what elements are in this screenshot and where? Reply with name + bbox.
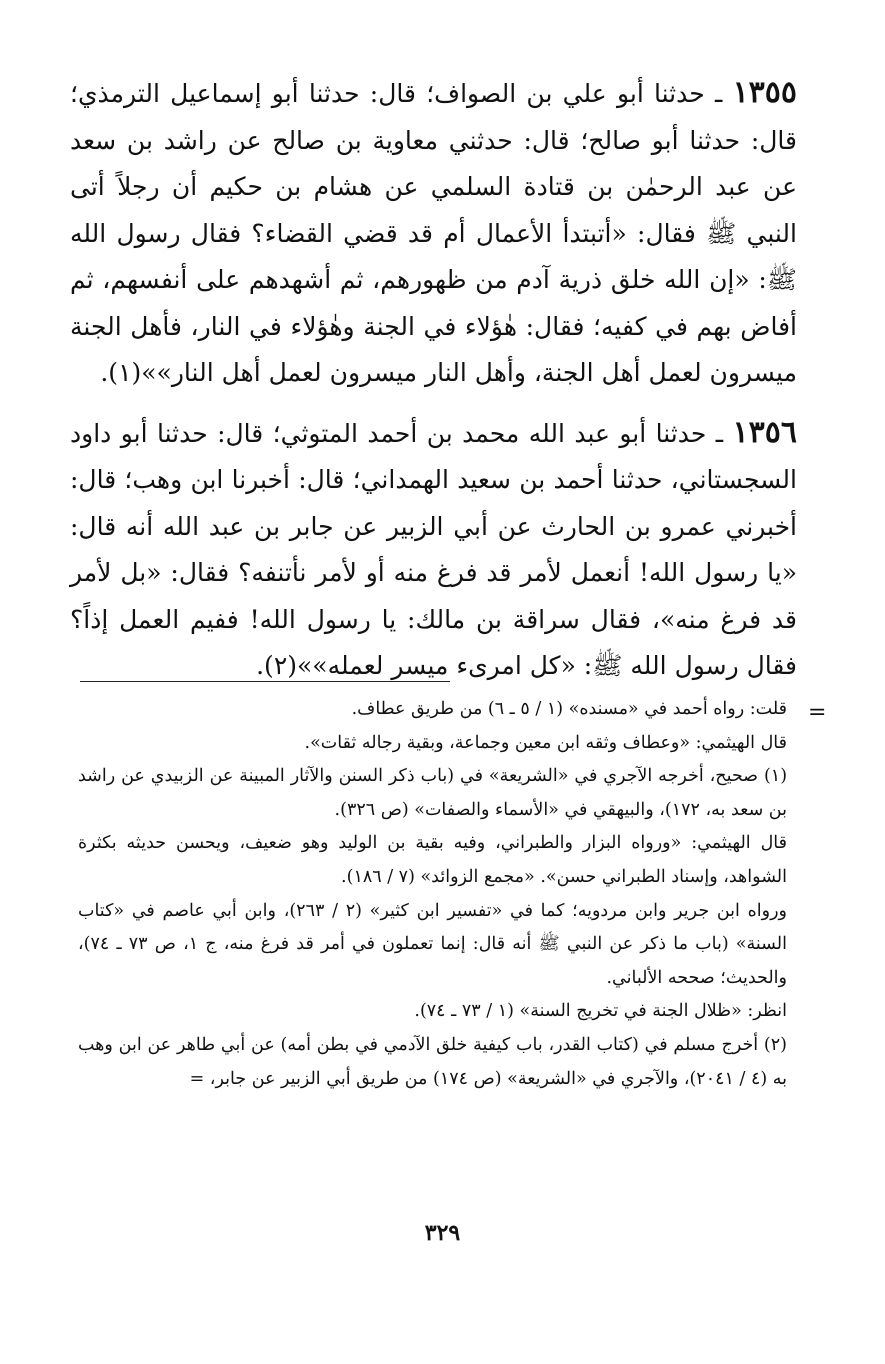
footnote-line: قلت: رواه أحمد في «مسنده» (١ / ٥ ـ ٦) من طريق عطاف. xyxy=(351,699,787,719)
continuation-mark: = xyxy=(808,700,827,725)
footnote-line: ورواه ابن جرير وابن مردويه؛ كما في «تفسير ابن كثير» (٢ / ٢٦٣)، وابن أبي عاصم في «كتاب السنة» (باب ما ذكر عن النبي ﷺ أنه قال: إنما تعملون في أمر قد فرغ منه، ج ١، ص ٧٣ ـ ٧٤)، والحديث؛ صححه الألباني. xyxy=(78,900,787,988)
hadith-text: ـ حدثنا أبو علي بن الصواف؛ قال: حدثنا أبو إسماعيل الترمذي؛ قال: حدثنا أبو صالح؛ قال: حدثني معاوية بن صالح عن راشد بن سعد عن عبد الرحمٰن بن قتادة السلمي عن هشام بن حكيم أن رجلاً أتى النبي ﷺ فقال: «أتبتدأ الأعمال أم قد قضي القضاء؟ فقال رسول الله ﷺ: «إن الله خلق ذرية آدم من ظهورهم، ثم أشهدهم على أنفسهم، ثم أفاض بهم في كفيه؛ فقال: هٰؤلاء في الجنة وهٰؤلاء في النار، فأهل الجنة ميسرون لعمل أهل الجنة، وأهل النار ميسرون لعمل أهل النار»»(١). xyxy=(70,79,797,387)
main-text xyxy=(70,70,797,690)
hadith-text: ـ حدثنا أبو عبد الله محمد بن أحمد المتوثي؛ قال: حدثنا أبو داود السجستاني، حدثنا أحمد بن سعيد الهمداني؛ قال: أخبرنا ابن وهب؛ قال: أخبرني عمرو بن الحارث عن أبي الزبير عن جابر بن عبد الله أنه قال: «يا رسول الله! أنعمل لأمر قد فرغ منه أو لأمر نأتنفه؟ فقال: «بل لأمر قد فرغ منه»، فقال سراقة بن مالك: يا رسول الله! ففيم العمل إذاً؟ فقال رسول الله ﷺ: «كل امرىء ميسر لعمله»»(٢). xyxy=(70,418,797,680)
hadith-number: ١٣٥٥ xyxy=(732,75,798,110)
hadith-1355 xyxy=(70,70,797,397)
page-number: ٣٢٩ xyxy=(424,1220,461,1246)
footnotes xyxy=(78,693,807,1096)
footnote-line: قال الهيثمي: «ورواه البزار والطبراني، وفيه بقية بن الوليد وهو ضعيف، ويحسن حديثه بكثرة الشواهد، وإسناد الطبراني حسن». «مجمع الزوائد» (٧ / ١٨٦). xyxy=(78,833,787,887)
footnote-1: (١) صحيح، أخرجه الآجري في «الشريعة» في (باب ذكر السنن والآثار المبينة عن الزبيدي عن راشد بن سعد به، ١٧٢)، والبيهقي في «الأسماء والصفات» (ص ٣٢٦). xyxy=(78,766,788,820)
footnote-line: قال الهيثمي: «وعطاف وثقه ابن معين وجماعة، وبقية رجاله ثقات». xyxy=(304,732,787,753)
footnote-separator xyxy=(80,681,450,682)
hadith-number: ١٣٥٦ xyxy=(732,414,797,450)
footnote-line: انظر: «ظلال الجنة في تخريج السنة» (١ / ٧٣ ـ ٧٤). xyxy=(414,1001,787,1022)
hadith-1356 xyxy=(70,410,797,690)
footnote-2: (٢) أخرج مسلم في (كتاب القدر، باب كيفية خلق الآدمي في بطن أمه) عن أبي طاهر عن ابن وهب به (٤ / ٢٠٤١)، والآجري في «الشريعة» (ص ١٧٤) من طريق أبي الزبير عن جابر، = xyxy=(78,1034,787,1089)
